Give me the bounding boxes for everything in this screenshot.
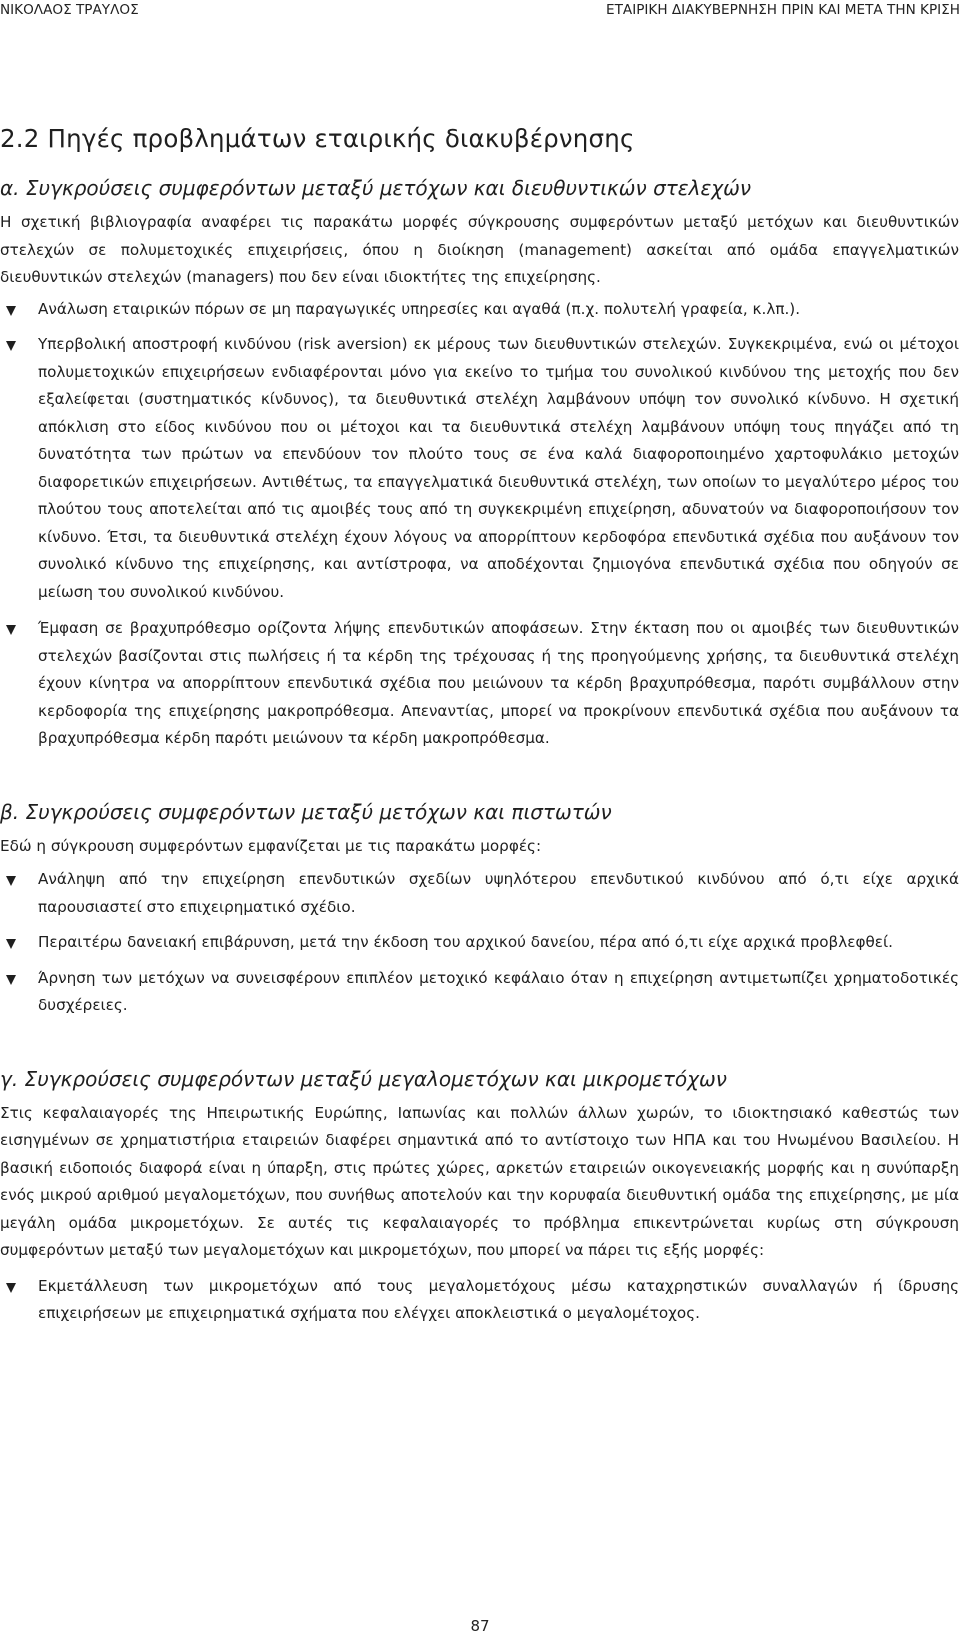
subsection-a (0, 169, 959, 753)
page-content (0, 119, 959, 1328)
triangle-bullet-icon (6, 975, 16, 985)
list-item-text: Υπερβολική αποστροφή κινδύνου (risk aversion) εκ μέρους των διευθυντικών στελεχών. Συγκεκριμένα, ενώ οι μέτοχοι πολυμετοχικών επιχειρήσεων ενδιαφέρονται μόνο για εκείνο το τμήμα του συνολικού κινδύνου της μετοχής που δεν εξαλείφεται (συστηματικός κίνδυνος), τα διευθυντικά στελέχη λαμβάνουν υπόψη τον συνολικό κίνδυνο. Η σχετική απόκλιση στο είδος κινδύνου που οι μέτοχοι και τα διευθυντικά στελέχη λαμβάνουν υπόψη τους πηγάζει από τη δυνατότητα των πρώτων να επενδύουν τον πλούτο τους σε ένα καλά διαφοροποιημένο χαρτοφυλάκιο μετοχών διαφορετικών επιχειρήσεων. Αντιθέτως, τα επαγγελματικά διευθυντικά στελέχη, των οποίων το μεγαλύτερο μέρος του πλούτου τους αποτελείται από τις αμοιβές τους από τη συγκεκριμένη επιχείρηση, αδυνατούν να διαφοροποιήσουν τον κίνδυνο. Έτσι, τα διευθυντικά στελέχη έχουν λόγους να απορρίπτουν κερδοφόρα επενδυτικά σχέδια που αυξάνουν τον συνολικό κίνδυνο της επιχείρησης, και αντίστροφα, να αποδέχονται ζημιογόνα επενδυτικά σχέδια που οδηγούν σε μείωση του συνολικού κινδύνου. (38, 335, 959, 601)
triangle-bullet-icon (6, 876, 16, 886)
section-title: 2.2 Πηγές προβλημάτων εταιρικής διακυβέρνησης (0, 124, 635, 153)
page-number: 87 (470, 1617, 490, 1635)
subsection-b-title: β. Συγκρούσεις συμφερόντων μεταξύ μετόχων και πιστωτών (0, 799, 612, 824)
triangle-bullet-icon (6, 1283, 16, 1293)
list-item-text: Ανάληψη από την επιχείρηση επενδυτικών σχεδίων υψηλότερου επενδυτικού κινδύνου από ό,τι είχε αρχικά παρουσιαστεί στο επιχειρηματικό σχέδιο. (38, 870, 959, 916)
list-item-text: Εκμετάλλευση των μικρομετόχων από τους μεγαλομετόχους μέσω καταχρηστικών συναλλαγών ή ίδρυσης επιχειρήσεων με επιχειρηματικά σχήματα που ελέγχει αποκλειστικά ο μεγαλομέτοχος. (38, 1276, 959, 1322)
list-item (0, 965, 959, 1020)
triangle-bullet-icon (6, 341, 16, 351)
subsection-a-list (0, 296, 959, 753)
list-item (0, 866, 959, 921)
subsection-c (0, 1060, 959, 1328)
triangle-bullet-icon (6, 306, 16, 316)
list-item-text: Περαιτέρω δανειακή επιβάρυνση, μετά την έκδοση του αρχικού δανείου, πέρα από ό,τι είχε αρχικά προβλεφθεί. (38, 933, 893, 951)
header-book-title: ΕΤΑΙΡΙΚΗ ΔΙΑΚΥΒΕΡΝΗΣΗ ΠΡΙΝ ΚΑΙ ΜΕΤΑ ΤΗΝ ΚΡΙΣΗ (606, 2, 960, 18)
list-item-text: Ανάλωση εταιρικών πόρων σε μη παραγωγικές υπηρεσίες και αγαθά (π.χ. πολυτελή γραφεία, κ.λπ.). (38, 299, 801, 318)
header-author: ΝΙΚΟΛΑΟΣ ΤΡΑΥΛΟΣ (0, 2, 139, 18)
triangle-bullet-icon (6, 625, 16, 635)
triangle-bullet-icon (6, 939, 16, 949)
subsection-a-intro: Η σχετική βιβλιογραφία αναφέρει τις παρακάτω μορφές σύγκρουσης συμφερόντων μεταξύ μετόχων και διευθυντικών στελεχών σε πολυμετοχικές επιχειρήσεις, όπου η διοίκηση (management) ασκείται από ομάδα επαγγελματικών διευθυντικών στελεχών (managers) που δεν είναι ιδιοκτήτες της επιχείρησης. (0, 213, 959, 286)
subsection-c-list (0, 1273, 959, 1328)
list-item (0, 929, 959, 957)
list-item (0, 296, 959, 324)
subsection-b (0, 793, 959, 1020)
subsection-a-title: α. Συγκρούσεις συμφερόντων μεταξύ μετόχων και διευθυντικών στελεχών (0, 176, 752, 200)
list-item-text: Έμφαση σε βραχυπρόθεσμο ορίζοντα λήψης επενδυτικών αποφάσεων. Στην έκταση που οι αμοιβές των διευθυντικών στελεχών βασίζονται στις πωλήσεις ή τα κέρδη της τρέχουσας ή της προηγούμενης χρήσης, τα διευθυντικά στελέχη έχουν κίνητρα να απορρίπτουν επενδυτικά σχέδια που μειώνουν τα κέρδη βραχυπρόθεσμα, παρότι συμβάλλουν στην κερδοφορία της επιχείρησης μακροπρόθεσμα. Απεναντίας, μπορεί να προκρίνουν επενδυτικά σχέδια που αυξάνουν τα βραχυπρόθεσμα κέρδη παρότι μειώνουν τα κέρδη μακροπρόθεσμα. (38, 619, 959, 747)
list-item-text: Άρνηση των μετόχων να συνεισφέρουν επιπλέον μετοχικό κεφάλαιο όταν η επιχείρηση αντιμετωπίζει χρηματοδοτικές δυσχέρειες. (38, 968, 959, 1014)
running-header (0, 2, 960, 24)
list-item (0, 331, 959, 606)
list-item (0, 615, 959, 753)
subsection-c-title: γ. Συγκρούσεις συμφερόντων μεταξύ μεγαλομετόχων και μικρομετόχων (0, 1066, 727, 1091)
subsection-b-list (0, 866, 959, 1020)
subsection-c-intro: Στις κεφαλαιαγορές της Ηπειρωτικής Ευρώπης, Ιαπωνίας και πολλών άλλων χωρών, το ιδιοκτησιακό καθεστώς των εισηγμένων σε χρηματιστήρια εταιρειών διαφέρει σημαντικά από το αντίστοιχο των ΗΠΑ και του Ηνωμένου Βασιλείου. Η βασική ειδοποιός διαφορά είναι η ύπαρξη, στις πρώτες χώρες, αρκετών εταιρειών οικογενειακής μορφής και η συνύπαρξη ενός μικρού αριθμού μεγαλομετόχων, που συνήθως αποτελούν και την κορυφαία διευθυντική ομάδα της επιχείρησης, με μία μεγάλη ομάδα μικρομετόχων. Σε αυτές τις κεφαλαιαγορές το πρόβλημα επικεντρώνεται κυρίως στη σύγκρουση συμφερόντων μεταξύ των μεγαλομετόχων και μικρομετόχων, που μπορεί να πάρει τις εξής μορφές: (0, 1103, 959, 1259)
list-item (0, 1273, 959, 1328)
subsection-b-intro: Εδώ η σύγκρουση συμφερόντων εμφανίζεται με τις παρακάτω μορφές: (0, 836, 542, 855)
